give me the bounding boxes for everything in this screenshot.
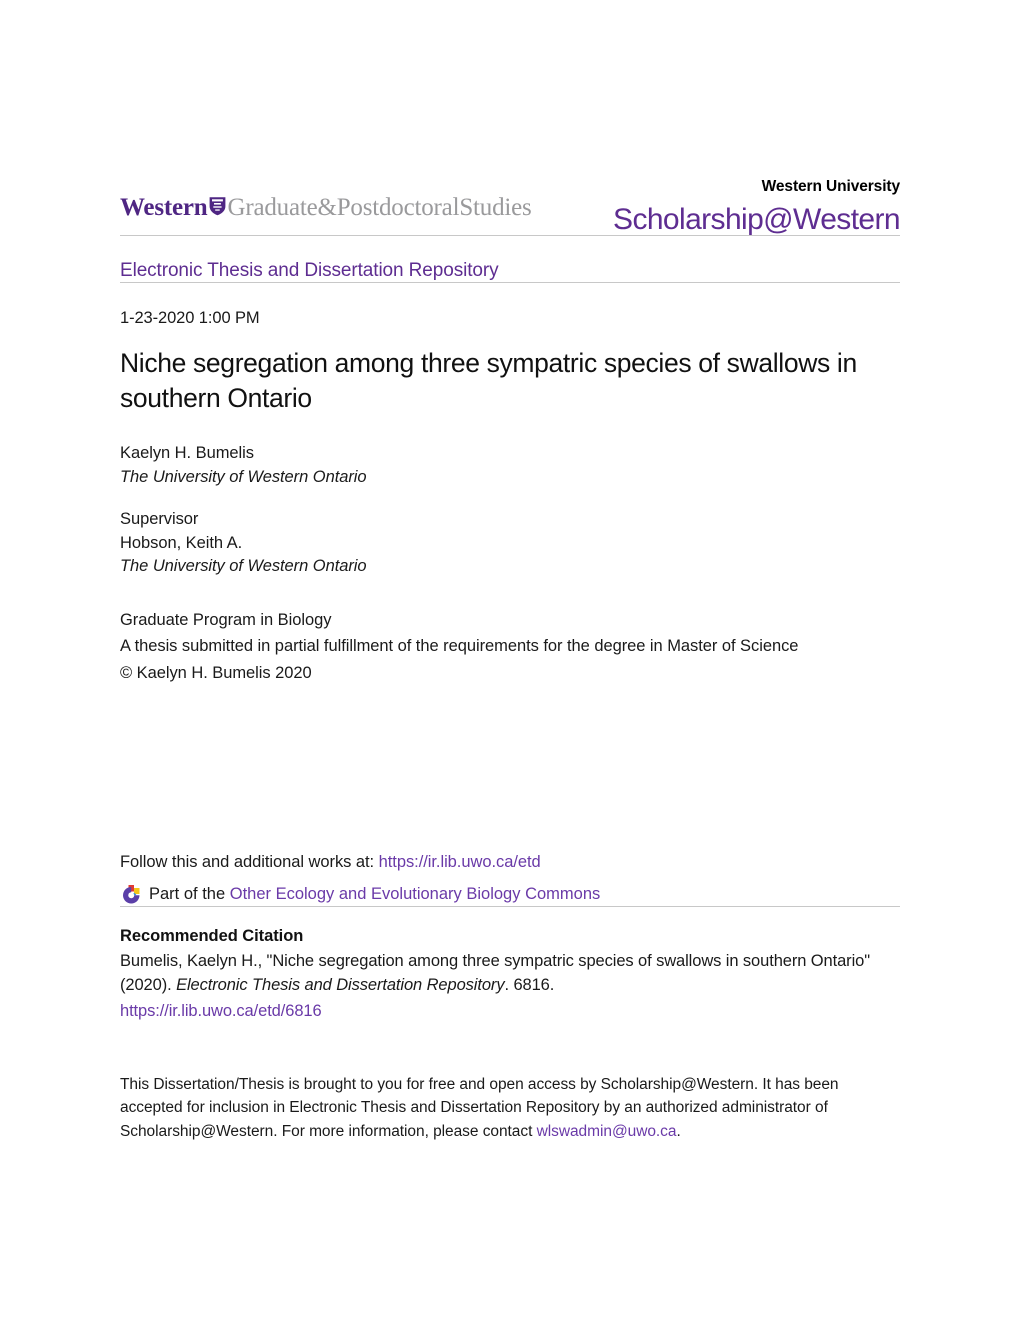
masthead	[120, 0, 900, 235]
degree-statement: A thesis submitted in partial fulfillment of the requirements for the degree in Master of Science	[120, 637, 799, 656]
supervisor-label: Supervisor	[120, 510, 199, 529]
citation-line-1: Bumelis, Kaelyn H., "Niche segregation among three sympatric species of swallows in southern Ontario"	[120, 951, 870, 970]
access-statement-period: .	[676, 1122, 681, 1140]
western-gps-wordmark[interactable]	[120, 195, 532, 235]
divider-under-repository	[120, 282, 900, 283]
etd-collection-link[interactable]: https://ir.lib.uwo.ca/etd	[378, 852, 541, 871]
university-name: Western University	[761, 177, 900, 195]
bepress-commons-icon	[120, 884, 142, 906]
commons-line	[120, 884, 900, 906]
citation-permalink[interactable]: https://ir.lib.uwo.ca/etd/6816	[120, 1001, 322, 1020]
repository-brand-title[interactable]: Scholarship@Western	[613, 203, 900, 236]
commons-subject-link[interactable]: Other Ecology and Evolutionary Biology Commons	[229, 885, 601, 904]
access-statement-text: This Dissertation/Thesis is brought to you for free and open access by Scholarship@Western. It has been accepted for inclusion in Electronic Thesis and Dissertation Repository by an authorized administrator of Scholarship@Western. For more information, please contact	[120, 1075, 839, 1140]
site-brand	[613, 179, 900, 236]
citation-record-number: . 6816.	[504, 975, 555, 994]
wordmark-graduate-studies-text: Graduate&PostdoctoralStudies	[227, 194, 532, 221]
divider-above-citation	[120, 906, 900, 907]
western-shield-icon	[209, 196, 226, 221]
copyright-line: © Kaelyn H. Bumelis 2020	[120, 664, 312, 683]
wordmark-western-text: Western	[120, 194, 208, 221]
recommended-citation-block	[120, 927, 900, 1024]
follow-prefix: Follow this and additional works at:	[120, 852, 375, 871]
supervisor-name: Hobson, Keith A.	[120, 533, 243, 552]
page-title: Niche segregation among three sympatric species of swallows in southern Ontario	[120, 348, 857, 414]
degree-block	[120, 607, 900, 687]
supervisor-affiliation: The University of Western Ontario	[120, 557, 367, 576]
follow-block	[120, 853, 900, 906]
author-name: Kaelyn H. Bumelis	[120, 444, 254, 463]
citation-source: Electronic Thesis and Dissertation Repository	[176, 975, 505, 994]
follow-line	[120, 853, 900, 872]
publication-date: 1-23-2020 1:00 PM	[120, 309, 260, 327]
part-of-prefix: Part of the	[149, 885, 226, 904]
citation-year: (2020).	[120, 975, 172, 994]
graduate-program: Graduate Program in Biology	[120, 610, 332, 629]
admin-email-link[interactable]: wlswadmin@uwo.ca	[536, 1122, 677, 1140]
citation-heading: Recommended Citation	[120, 926, 304, 945]
repository-name-link[interactable]: Electronic Thesis and Dissertation Repository	[120, 260, 499, 281]
citation-text	[120, 950, 900, 1024]
access-statement	[120, 1073, 895, 1144]
author-affiliation: The University of Western Ontario	[120, 467, 367, 486]
spacer	[120, 489, 900, 508]
author-block	[120, 442, 900, 578]
